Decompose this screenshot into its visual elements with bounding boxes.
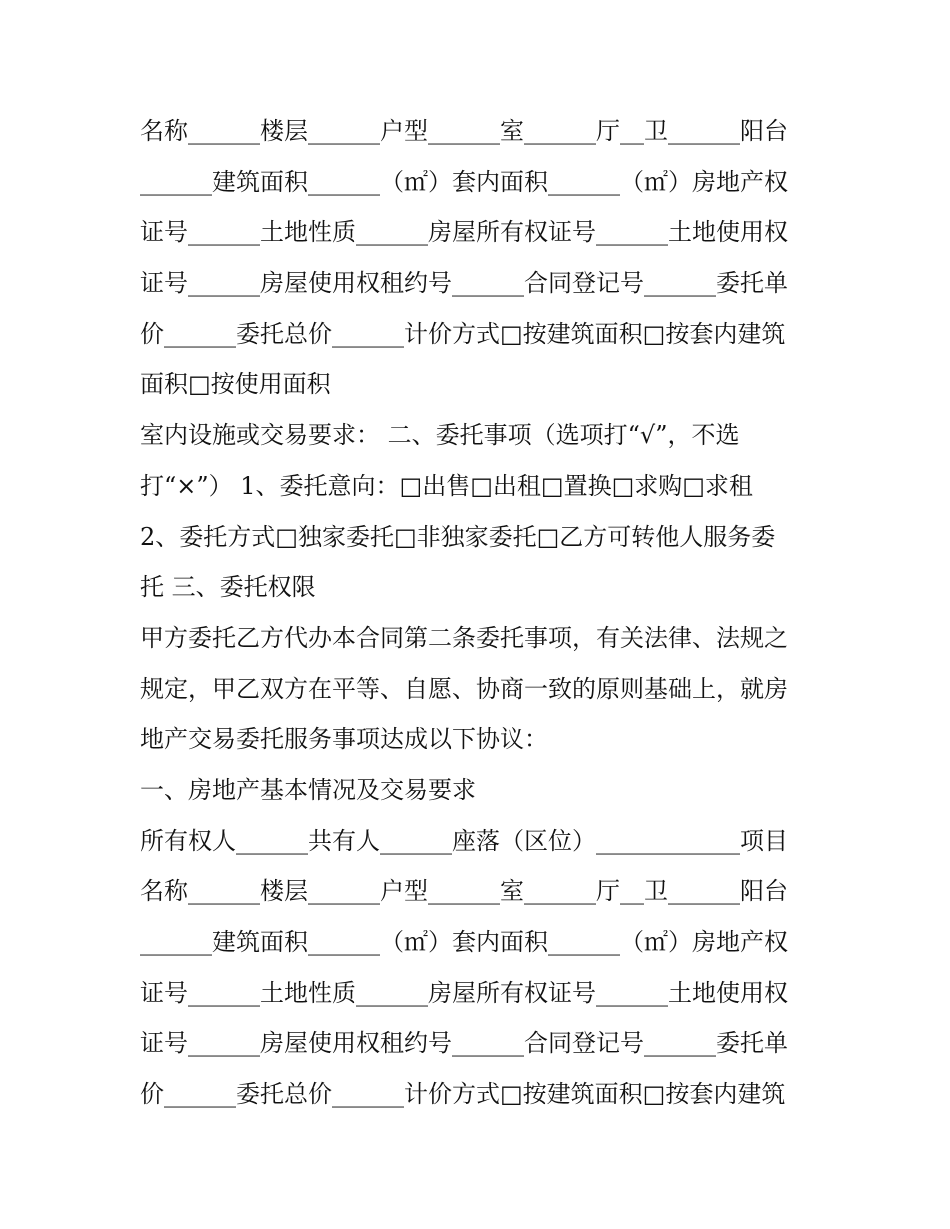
- text-line-6: 面积□按使用面积: [140, 370, 331, 399]
- text-line-7: 室内设施或交易要求： 二、委托事项（选项打“√”，不选: [140, 421, 740, 450]
- text-line-2: ______建筑面积______（㎡）套内面积______（㎡）房地产权: [140, 167, 788, 196]
- document-body: [140, 106, 820, 1120]
- text-line-18: 证号______土地性质______房屋所有权证号______土地使用权: [140, 978, 788, 1007]
- section-heading: 一、房地产基本情况及交易要求: [140, 775, 476, 804]
- text-line-12: 规定，甲乙双方在平等、自愿、协商一致的原则基础上，就房: [140, 674, 788, 703]
- text-line-16: 名称______楼层______户型______室______厅__卫______阳台: [140, 877, 788, 906]
- text-line-4: 证号______房屋使用权租约号______合同登记号______委托单: [140, 269, 788, 298]
- text-line-1: 名称______楼层______户型______室______厅__卫______阳台: [140, 117, 788, 145]
- text-line-20: 价______委托总价______计价方式□按建筑面积□按套内建筑: [140, 1080, 786, 1109]
- text-line-9: 2、委托方式□独家委托□非独家委托□乙方可转他人服务委: [140, 522, 776, 551]
- text-line-5: 价______委托总价______计价方式□按建筑面积□按套内建筑: [140, 319, 786, 348]
- text-line-11: 甲方委托乙方代办本合同第二条委托事项，有关法律、法规之: [140, 623, 788, 652]
- text-line-10: 托 三、委托权限: [140, 573, 316, 602]
- text-line-17: ______建筑面积______（㎡）套内面积______（㎡）房地产权: [140, 928, 788, 956]
- text-line-13: 地产交易委托服务事项达成以下协议：: [140, 725, 548, 754]
- text-line-19: 证号______房屋使用权租约号______合同登记号______委托单: [140, 1029, 788, 1058]
- text-line-15: 所有权人______共有人______座落（区位）____________项目: [140, 826, 788, 855]
- text-line-3: 证号______土地性质______房屋所有权证号______土地使用权: [140, 218, 788, 247]
- text-line-8: 打“×”） 1、委托意向：□出售□出租□置换□求购□求租: [140, 471, 753, 500]
